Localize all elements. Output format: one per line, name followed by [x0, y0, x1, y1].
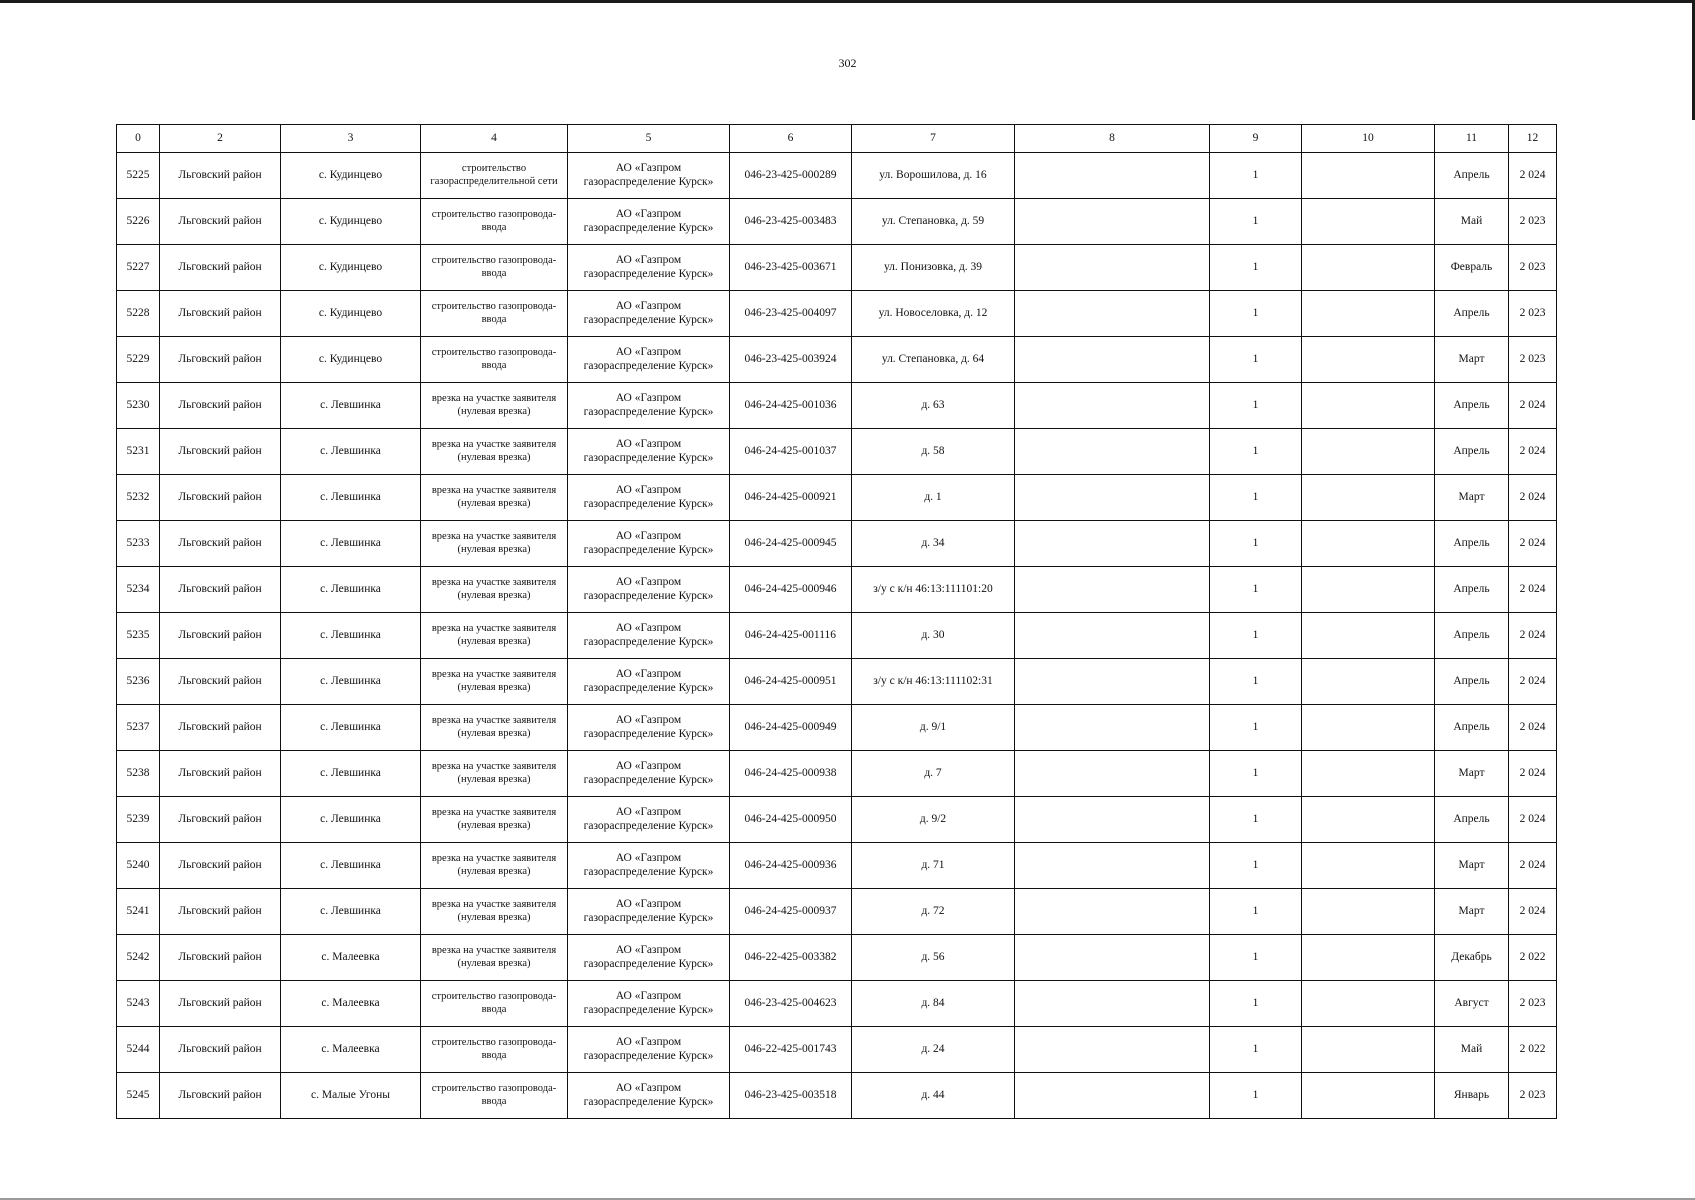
table-row — [117, 843, 1557, 889]
month-cell: Март — [1435, 751, 1509, 797]
organization-cell: АО «Газпром газораспределение Курск» — [568, 843, 730, 889]
col-10-value-cell — [1302, 705, 1435, 751]
row-number-cell: 5227 — [117, 245, 160, 291]
count-cell: 1 — [1210, 383, 1302, 429]
row-number-cell: 5242 — [117, 935, 160, 981]
col-10-value-cell — [1302, 567, 1435, 613]
col-10-value-cell — [1302, 1027, 1435, 1073]
address-cell: д. 34 — [852, 521, 1015, 567]
settlement-cell: с. Левшинка — [281, 383, 421, 429]
work-type-cell: строительство газопровода-ввода — [421, 1027, 568, 1073]
col-8-value-cell — [1015, 1027, 1210, 1073]
organization-cell: АО «Газпром газораспределение Курск» — [568, 383, 730, 429]
count-cell: 1 — [1210, 245, 1302, 291]
district-cell: Льговский район — [160, 1073, 281, 1119]
col-8-value-cell — [1015, 153, 1210, 199]
month-cell: Март — [1435, 337, 1509, 383]
table-row — [117, 889, 1557, 935]
work-type-cell: строительство газопровода-ввода — [421, 245, 568, 291]
address-cell: д. 58 — [852, 429, 1015, 475]
month-cell: Март — [1435, 475, 1509, 521]
table-row — [117, 981, 1557, 1027]
year-cell: 2 024 — [1509, 475, 1557, 521]
col-header-0: 0 — [117, 125, 160, 153]
application-number-cell: 046-24-425-001037 — [730, 429, 852, 475]
organization-cell: АО «Газпром газораспределение Курск» — [568, 1073, 730, 1119]
district-cell: Льговский район — [160, 659, 281, 705]
district-cell: Льговский район — [160, 1027, 281, 1073]
count-cell: 1 — [1210, 843, 1302, 889]
year-cell: 2 024 — [1509, 659, 1557, 705]
row-number-cell: 5240 — [117, 843, 160, 889]
year-cell: 2 022 — [1509, 935, 1557, 981]
district-cell: Льговский район — [160, 843, 281, 889]
month-cell: Апрель — [1435, 567, 1509, 613]
organization-cell: АО «Газпром газораспределение Курск» — [568, 199, 730, 245]
settlement-cell: с. Левшинка — [281, 843, 421, 889]
application-number-cell: 046-23-425-000289 — [730, 153, 852, 199]
organization-cell: АО «Газпром газораспределение Курск» — [568, 935, 730, 981]
month-cell: Декабрь — [1435, 935, 1509, 981]
organization-cell: АО «Газпром газораспределение Курск» — [568, 291, 730, 337]
work-type-cell: врезка на участке заявителя (нулевая врезка) — [421, 659, 568, 705]
row-number-cell: 5241 — [117, 889, 160, 935]
district-cell: Льговский район — [160, 751, 281, 797]
count-cell: 1 — [1210, 705, 1302, 751]
settlement-cell: с. Левшинка — [281, 797, 421, 843]
application-number-cell: 046-24-425-000946 — [730, 567, 852, 613]
work-type-cell: врезка на участке заявителя (нулевая врезка) — [421, 429, 568, 475]
work-type-cell: врезка на участке заявителя (нулевая врезка) — [421, 567, 568, 613]
address-cell: д. 9/1 — [852, 705, 1015, 751]
count-cell: 1 — [1210, 521, 1302, 567]
address-cell: з/у с к/н 46:13:111101:20 — [852, 567, 1015, 613]
work-type-cell: строительство газопровода-ввода — [421, 337, 568, 383]
settlement-cell: с. Малые Угоны — [281, 1073, 421, 1119]
district-cell: Льговский район — [160, 291, 281, 337]
district-cell: Льговский район — [160, 337, 281, 383]
settlement-cell: с. Левшинка — [281, 429, 421, 475]
work-type-cell: строительство газопровода-ввода — [421, 1073, 568, 1119]
application-number-cell: 046-23-425-004097 — [730, 291, 852, 337]
row-number-cell: 5238 — [117, 751, 160, 797]
col-10-value-cell — [1302, 981, 1435, 1027]
col-header-12: 12 — [1509, 125, 1557, 153]
year-cell: 2 024 — [1509, 613, 1557, 659]
month-cell: Апрель — [1435, 383, 1509, 429]
col-header-2: 2 — [160, 125, 281, 153]
col-10-value-cell — [1302, 245, 1435, 291]
year-cell: 2 023 — [1509, 981, 1557, 1027]
table-row — [117, 567, 1557, 613]
col-10-value-cell — [1302, 797, 1435, 843]
organization-cell: АО «Газпром газораспределение Курск» — [568, 705, 730, 751]
col-8-value-cell — [1015, 843, 1210, 889]
application-number-cell: 046-24-425-000921 — [730, 475, 852, 521]
col-10-value-cell — [1302, 291, 1435, 337]
settlement-cell: с. Левшинка — [281, 521, 421, 567]
settlement-cell: с. Левшинка — [281, 613, 421, 659]
district-cell: Льговский район — [160, 981, 281, 1027]
address-cell: д. 7 — [852, 751, 1015, 797]
address-cell: з/у с к/н 46:13:111102:31 — [852, 659, 1015, 705]
year-cell: 2 024 — [1509, 889, 1557, 935]
organization-cell: АО «Газпром газораспределение Курск» — [568, 981, 730, 1027]
header-row — [117, 125, 1557, 153]
application-number-cell: 046-24-425-000937 — [730, 889, 852, 935]
settlement-cell: с. Левшинка — [281, 705, 421, 751]
col-8-value-cell — [1015, 613, 1210, 659]
organization-cell: АО «Газпром газораспределение Курск» — [568, 659, 730, 705]
table-row — [117, 1073, 1557, 1119]
work-type-cell: врезка на участке заявителя (нулевая врезка) — [421, 889, 568, 935]
count-cell: 1 — [1210, 153, 1302, 199]
address-cell: ул. Степановка, д. 64 — [852, 337, 1015, 383]
district-cell: Льговский район — [160, 889, 281, 935]
organization-cell: АО «Газпром газораспределение Курск» — [568, 337, 730, 383]
count-cell: 1 — [1210, 337, 1302, 383]
settlement-cell: с. Малеевка — [281, 1027, 421, 1073]
district-cell: Льговский район — [160, 521, 281, 567]
count-cell: 1 — [1210, 981, 1302, 1027]
year-cell: 2 024 — [1509, 521, 1557, 567]
year-cell: 2 022 — [1509, 1027, 1557, 1073]
organization-cell: АО «Газпром газораспределение Курск» — [568, 521, 730, 567]
address-cell: д. 24 — [852, 1027, 1015, 1073]
col-header-9: 9 — [1210, 125, 1302, 153]
settlement-cell: с. Кудинцево — [281, 245, 421, 291]
col-header-11: 11 — [1435, 125, 1509, 153]
year-cell: 2 024 — [1509, 429, 1557, 475]
col-10-value-cell — [1302, 613, 1435, 659]
row-number-cell: 5232 — [117, 475, 160, 521]
table-row — [117, 935, 1557, 981]
row-number-cell: 5226 — [117, 199, 160, 245]
settlement-cell: с. Малеевка — [281, 981, 421, 1027]
work-type-cell: строительство газопровода-ввода — [421, 199, 568, 245]
month-cell: Март — [1435, 843, 1509, 889]
address-cell: ул. Понизовка, д. 39 — [852, 245, 1015, 291]
address-cell: ул. Новоселовка, д. 12 — [852, 291, 1015, 337]
col-10-value-cell — [1302, 475, 1435, 521]
count-cell: 1 — [1210, 1073, 1302, 1119]
organization-cell: АО «Газпром газораспределение Курск» — [568, 153, 730, 199]
work-type-cell: врезка на участке заявителя (нулевая врезка) — [421, 383, 568, 429]
month-cell: Апрель — [1435, 521, 1509, 567]
work-type-cell: врезка на участке заявителя (нулевая врезка) — [421, 705, 568, 751]
district-cell: Льговский район — [160, 475, 281, 521]
table-row — [117, 245, 1557, 291]
organization-cell: АО «Газпром газораспределение Курск» — [568, 245, 730, 291]
col-header-7: 7 — [852, 125, 1015, 153]
district-cell: Льговский район — [160, 153, 281, 199]
district-cell: Льговский район — [160, 199, 281, 245]
application-number-cell: 046-22-425-001743 — [730, 1027, 852, 1073]
table-row — [117, 613, 1557, 659]
col-8-value-cell — [1015, 889, 1210, 935]
organization-cell: АО «Газпром газораспределение Курск» — [568, 797, 730, 843]
year-cell: 2 024 — [1509, 567, 1557, 613]
row-number-cell: 5244 — [117, 1027, 160, 1073]
table-row — [117, 199, 1557, 245]
settlement-cell: с. Левшинка — [281, 659, 421, 705]
year-cell: 2 024 — [1509, 751, 1557, 797]
page-number: 302 — [838, 56, 857, 70]
application-number-cell: 046-23-425-004623 — [730, 981, 852, 1027]
address-cell: д. 1 — [852, 475, 1015, 521]
row-number-cell: 5245 — [117, 1073, 160, 1119]
application-number-cell: 046-23-425-003924 — [730, 337, 852, 383]
row-number-cell: 5239 — [117, 797, 160, 843]
application-number-cell: 046-24-425-000938 — [730, 751, 852, 797]
work-type-cell: врезка на участке заявителя (нулевая врезка) — [421, 751, 568, 797]
month-cell: Апрель — [1435, 705, 1509, 751]
table-row — [117, 429, 1557, 475]
row-number-cell: 5229 — [117, 337, 160, 383]
month-cell: Апрель — [1435, 153, 1509, 199]
count-cell: 1 — [1210, 889, 1302, 935]
table-row — [117, 153, 1557, 199]
organization-cell: АО «Газпром газораспределение Курск» — [568, 751, 730, 797]
year-cell: 2 023 — [1509, 1073, 1557, 1119]
row-number-cell: 5231 — [117, 429, 160, 475]
col-10-value-cell — [1302, 337, 1435, 383]
col-8-value-cell — [1015, 521, 1210, 567]
year-cell: 2 024 — [1509, 153, 1557, 199]
col-8-value-cell — [1015, 383, 1210, 429]
work-type-cell: строительство газопровода-ввода — [421, 291, 568, 337]
year-cell: 2 023 — [1509, 291, 1557, 337]
col-10-value-cell — [1302, 1073, 1435, 1119]
settlement-cell: с. Кудинцево — [281, 337, 421, 383]
col-10-value-cell — [1302, 889, 1435, 935]
address-cell: д. 56 — [852, 935, 1015, 981]
table-row — [117, 521, 1557, 567]
gas-connection-register-table — [116, 124, 1557, 1119]
count-cell: 1 — [1210, 291, 1302, 337]
organization-cell: АО «Газпром газораспределение Курск» — [568, 429, 730, 475]
organization-cell: АО «Газпром газораспределение Курск» — [568, 567, 730, 613]
row-number-cell: 5230 — [117, 383, 160, 429]
row-number-cell: 5236 — [117, 659, 160, 705]
row-number-cell: 5243 — [117, 981, 160, 1027]
settlement-cell: с. Кудинцево — [281, 153, 421, 199]
settlement-cell: с. Кудинцево — [281, 199, 421, 245]
col-header-3: 3 — [281, 125, 421, 153]
work-type-cell: врезка на участке заявителя (нулевая врезка) — [421, 521, 568, 567]
month-cell: Апрель — [1435, 797, 1509, 843]
district-cell: Льговский район — [160, 797, 281, 843]
application-number-cell: 046-24-425-001116 — [730, 613, 852, 659]
count-cell: 1 — [1210, 1027, 1302, 1073]
address-cell: д. 44 — [852, 1073, 1015, 1119]
col-8-value-cell — [1015, 935, 1210, 981]
col-8-value-cell — [1015, 475, 1210, 521]
district-cell: Льговский район — [160, 705, 281, 751]
col-8-value-cell — [1015, 1073, 1210, 1119]
col-8-value-cell — [1015, 659, 1210, 705]
scan-edge-top — [0, 0, 1695, 3]
month-cell: Май — [1435, 199, 1509, 245]
row-number-cell: 5225 — [117, 153, 160, 199]
row-number-cell: 5235 — [117, 613, 160, 659]
table-row — [117, 475, 1557, 521]
settlement-cell: с. Левшинка — [281, 567, 421, 613]
address-cell: д. 9/2 — [852, 797, 1015, 843]
year-cell: 2 023 — [1509, 199, 1557, 245]
col-header-8: 8 — [1015, 125, 1210, 153]
table-row — [117, 383, 1557, 429]
work-type-cell: врезка на участке заявителя (нулевая врезка) — [421, 475, 568, 521]
col-8-value-cell — [1015, 429, 1210, 475]
settlement-cell: с. Малеевка — [281, 935, 421, 981]
address-cell: д. 71 — [852, 843, 1015, 889]
col-10-value-cell — [1302, 935, 1435, 981]
table-row — [117, 337, 1557, 383]
month-cell: Февраль — [1435, 245, 1509, 291]
application-number-cell: 046-23-425-003483 — [730, 199, 852, 245]
col-10-value-cell — [1302, 383, 1435, 429]
col-8-value-cell — [1015, 797, 1210, 843]
col-8-value-cell — [1015, 291, 1210, 337]
col-header-10: 10 — [1302, 125, 1435, 153]
settlement-cell: с. Кудинцево — [281, 291, 421, 337]
application-number-cell: 046-24-425-000936 — [730, 843, 852, 889]
year-cell: 2 024 — [1509, 843, 1557, 889]
address-cell: ул. Степановка, д. 59 — [852, 199, 1015, 245]
table-row — [117, 291, 1557, 337]
year-cell: 2 024 — [1509, 705, 1557, 751]
month-cell: Январь — [1435, 1073, 1509, 1119]
col-header-5: 5 — [568, 125, 730, 153]
count-cell: 1 — [1210, 429, 1302, 475]
application-number-cell: 046-24-425-000945 — [730, 521, 852, 567]
district-cell: Льговский район — [160, 613, 281, 659]
organization-cell: АО «Газпром газораспределение Курск» — [568, 1027, 730, 1073]
col-8-value-cell — [1015, 199, 1210, 245]
col-8-value-cell — [1015, 567, 1210, 613]
count-cell: 1 — [1210, 659, 1302, 705]
application-number-cell: 046-24-425-001036 — [730, 383, 852, 429]
application-number-cell: 046-24-425-000949 — [730, 705, 852, 751]
application-number-cell: 046-24-425-000950 — [730, 797, 852, 843]
work-type-cell: строительство газораспределительной сети — [421, 153, 568, 199]
col-10-value-cell — [1302, 521, 1435, 567]
district-cell: Льговский район — [160, 429, 281, 475]
col-10-value-cell — [1302, 659, 1435, 705]
month-cell: Август — [1435, 981, 1509, 1027]
application-number-cell: 046-23-425-003671 — [730, 245, 852, 291]
col-10-value-cell — [1302, 751, 1435, 797]
col-8-value-cell — [1015, 245, 1210, 291]
col-8-value-cell — [1015, 705, 1210, 751]
row-number-cell: 5237 — [117, 705, 160, 751]
count-cell: 1 — [1210, 567, 1302, 613]
count-cell: 1 — [1210, 935, 1302, 981]
address-cell: ул. Ворошилова, д. 16 — [852, 153, 1015, 199]
count-cell: 1 — [1210, 797, 1302, 843]
table-row — [117, 1027, 1557, 1073]
col-header-4: 4 — [421, 125, 568, 153]
count-cell: 1 — [1210, 613, 1302, 659]
work-type-cell: врезка на участке заявителя (нулевая врезка) — [421, 613, 568, 659]
col-10-value-cell — [1302, 153, 1435, 199]
work-type-cell: строительство газопровода-ввода — [421, 981, 568, 1027]
address-cell: д. 72 — [852, 889, 1015, 935]
district-cell: Льговский район — [160, 935, 281, 981]
year-cell: 2 024 — [1509, 797, 1557, 843]
application-number-cell: 046-22-425-003382 — [730, 935, 852, 981]
settlement-cell: с. Левшинка — [281, 751, 421, 797]
month-cell: Апрель — [1435, 613, 1509, 659]
month-cell: Май — [1435, 1027, 1509, 1073]
table-row — [117, 751, 1557, 797]
work-type-cell: врезка на участке заявителя (нулевая врезка) — [421, 935, 568, 981]
application-number-cell: 046-23-425-003518 — [730, 1073, 852, 1119]
address-cell: д. 63 — [852, 383, 1015, 429]
year-cell: 2 023 — [1509, 245, 1557, 291]
organization-cell: АО «Газпром газораспределение Курск» — [568, 475, 730, 521]
organization-cell: АО «Газпром газораспределение Курск» — [568, 613, 730, 659]
row-number-cell: 5233 — [117, 521, 160, 567]
work-type-cell: врезка на участке заявителя (нулевая врезка) — [421, 797, 568, 843]
table-row — [117, 659, 1557, 705]
year-cell: 2 024 — [1509, 383, 1557, 429]
year-cell: 2 023 — [1509, 337, 1557, 383]
address-cell: д. 84 — [852, 981, 1015, 1027]
col-8-value-cell — [1015, 337, 1210, 383]
month-cell: Апрель — [1435, 429, 1509, 475]
table-row — [117, 797, 1557, 843]
month-cell: Март — [1435, 889, 1509, 935]
organization-cell: АО «Газпром газораспределение Курск» — [568, 889, 730, 935]
address-cell: д. 30 — [852, 613, 1015, 659]
count-cell: 1 — [1210, 475, 1302, 521]
col-8-value-cell — [1015, 751, 1210, 797]
count-cell: 1 — [1210, 751, 1302, 797]
month-cell: Апрель — [1435, 659, 1509, 705]
month-cell: Апрель — [1435, 291, 1509, 337]
col-10-value-cell — [1302, 429, 1435, 475]
district-cell: Льговский район — [160, 245, 281, 291]
col-10-value-cell — [1302, 843, 1435, 889]
settlement-cell: с. Левшинка — [281, 889, 421, 935]
settlement-cell: с. Левшинка — [281, 475, 421, 521]
count-cell: 1 — [1210, 199, 1302, 245]
table-row — [117, 705, 1557, 751]
col-8-value-cell — [1015, 981, 1210, 1027]
work-type-cell: врезка на участке заявителя (нулевая врезка) — [421, 843, 568, 889]
col-10-value-cell — [1302, 199, 1435, 245]
application-number-cell: 046-24-425-000951 — [730, 659, 852, 705]
row-number-cell: 5228 — [117, 291, 160, 337]
row-number-cell: 5234 — [117, 567, 160, 613]
district-cell: Льговский район — [160, 567, 281, 613]
col-header-6: 6 — [730, 125, 852, 153]
district-cell: Льговский район — [160, 383, 281, 429]
